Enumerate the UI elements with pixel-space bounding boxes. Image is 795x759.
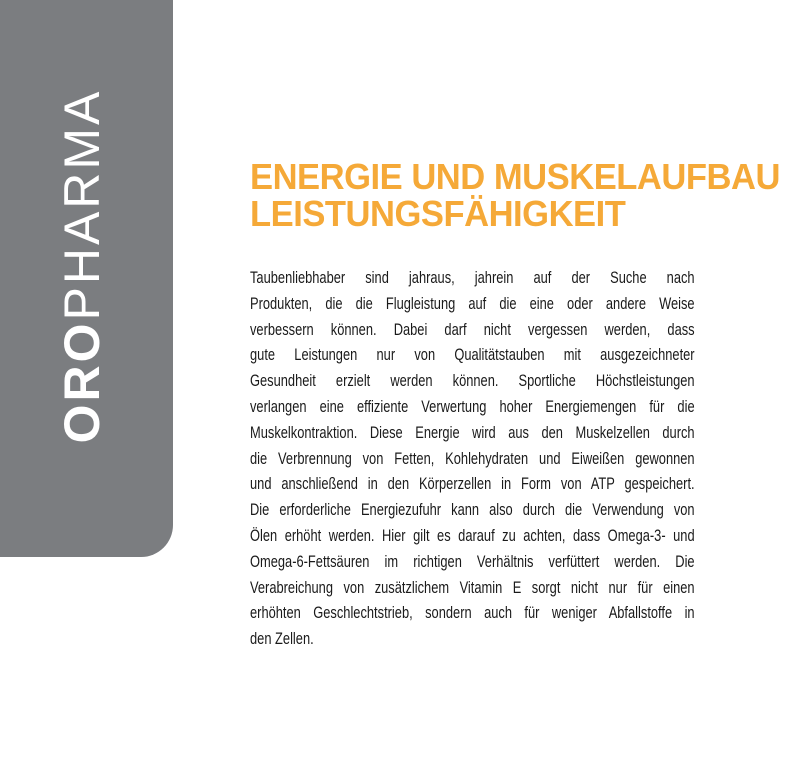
paragraph-line: Taubenliebhaber sind jahraus, jahrein auf der Suche nach: [250, 269, 695, 287]
page-title: [250, 156, 780, 234]
brand-sidebar: [0, 0, 173, 557]
paragraph-line: verlangen eine effiziente Verwertung hoher Energiemengen für die: [250, 397, 695, 416]
page-title-line-2: LEISTUNGSFÄHIGKEIT: [250, 193, 626, 234]
paragraph-line: die Verbrennung von Fetten, Kohlehydraten und Eiweißen gewonnen: [250, 449, 695, 468]
intro-paragraph: [250, 266, 695, 653]
paragraph-line: Die erforderliche Energiezufuhr kann also durch die Verwendung von: [250, 501, 695, 520]
paragraph-line: Omega-6-Fettsäuren im richtigen Verhältnis verfüttert werden. Die: [250, 552, 695, 571]
logo-oro: ORO: [54, 320, 110, 444]
paragraph-line: erhöhten Geschlechtstrieb, sondern auch für weniger Abfallstoffe in: [250, 604, 695, 623]
paragraph-line: Muskelkontraktion. Diese Energie wird aus den Muskelzellen durch: [250, 423, 695, 442]
paragraph-line: Gesundheit erzielt werden können. Sportliche Höchstleistungen: [250, 372, 695, 391]
paragraph-line: gute Leistungen nur von Qualitätstauben mit ausgezeichneter: [250, 346, 695, 365]
paragraph-line: Verabreichung von zusätzlichem Vitamin E sorgt nicht nur für einen: [250, 578, 695, 597]
paragraph-line: und anschließend in den Körperzellen in Form von ATP gespeichert.: [250, 475, 695, 494]
page-title-line-1: ENERGIE UND MUSKELAUFBAU: [250, 156, 780, 197]
paragraph-line: den Zellen.: [250, 630, 314, 649]
paragraph-line: verbessern können. Dabei darf nicht vergessen werden, dass: [250, 320, 695, 339]
paragraph-line: Produkten, die die Flugleistung auf die eine oder andere Weise: [250, 294, 695, 313]
brand-logo-vertical: [54, 88, 110, 444]
logo-pharma: PHARMA: [54, 88, 110, 321]
paragraph-line: Ölen erhöht werden. Hier gilt es darauf zu achten, dass Omega-3- und: [250, 526, 695, 545]
